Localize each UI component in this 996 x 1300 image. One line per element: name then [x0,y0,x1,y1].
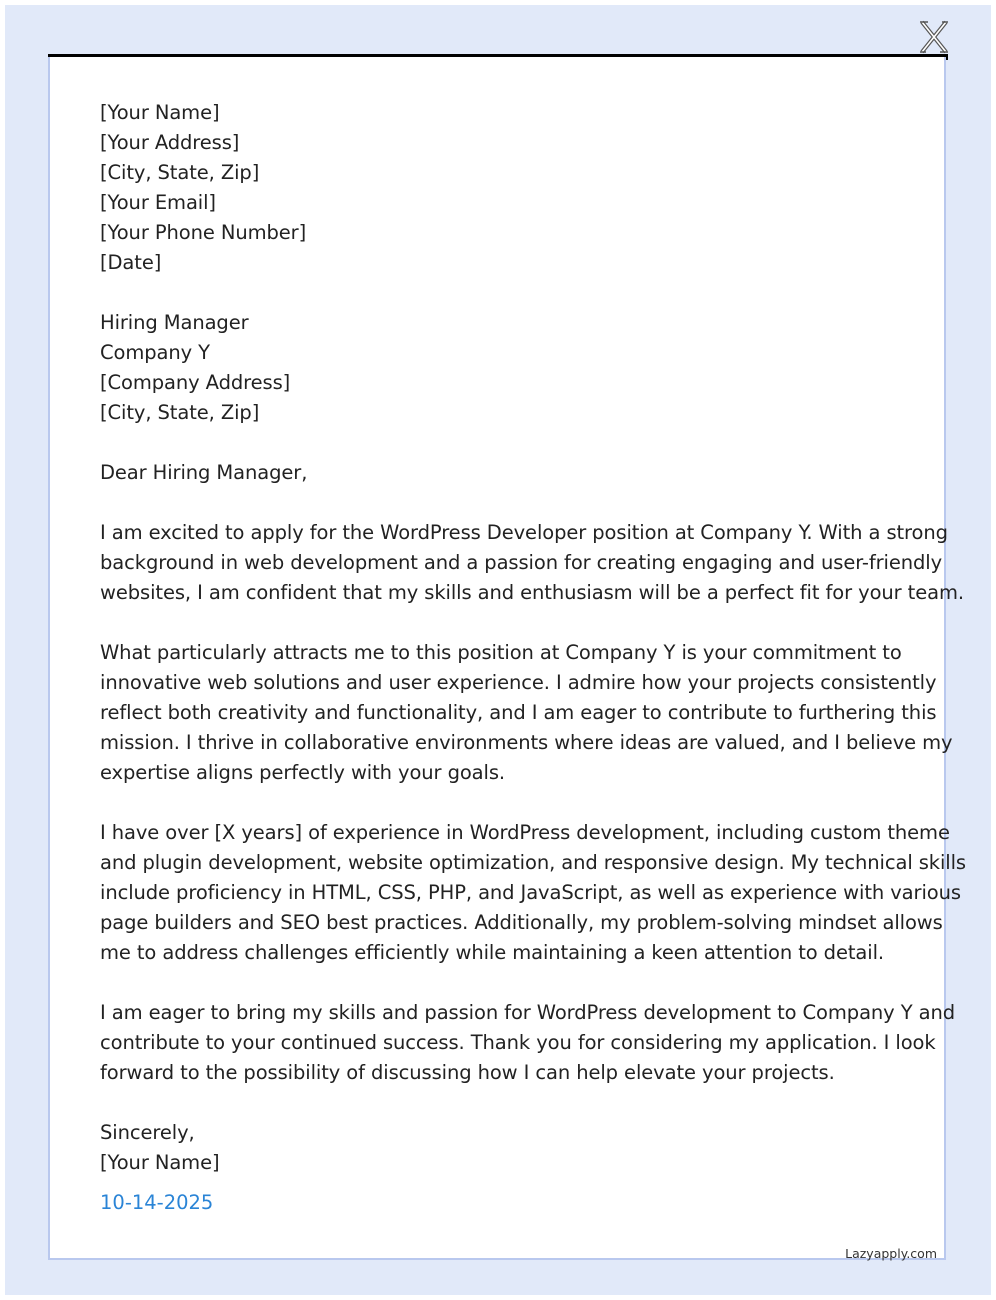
paragraph-line: reflect both creativity and functionality, and I am eager to contribute to furthering this [100,701,937,724]
recipient-company: Company Y [100,341,210,364]
sender-address: [Your Address] [100,131,240,154]
sender-name: [Your Name] [100,101,220,124]
x-logo-icon [918,14,950,56]
cover-letter-body [100,98,966,1178]
footer-brand: Lazyapply.com [845,1246,937,1261]
paragraph-4 [100,998,956,1088]
recipient-title: Hiring Manager [100,311,249,334]
paragraph-line: innovative web solutions and user experience. I admire how your projects consistently [100,671,937,694]
recipient-city: [City, State, Zip] [100,401,260,424]
closing-text: Sincerely, [100,1121,195,1144]
paragraph-line: websites, I am confident that my skills and enthusiasm will be a perfect fit for your team. [100,581,964,604]
paragraph-line: I am excited to apply for the WordPress Developer position at Company Y. With a strong [100,521,948,544]
paragraph-line: page builders and SEO best practices. Additionally, my problem-solving mindset allows [100,911,943,934]
paragraph-line: contribute to your continued success. Thank you for considering my application. I look [100,1031,936,1054]
sender-phone: [Your Phone Number] [100,221,307,244]
signature-name: [Your Name] [100,1151,220,1174]
paragraph-3 [100,818,966,968]
paragraph-line: What particularly attracts me to this position at Company Y is your commitment to [100,641,902,664]
paragraph-1 [100,518,964,608]
sender-email: [Your Email] [100,191,216,214]
paragraph-line: me to address challenges efficiently while maintaining a keen attention to detail. [100,941,884,964]
paragraph-line: forward to the possibility of discussing how I can help elevate your projects. [100,1061,835,1084]
sender-date: [Date] [100,251,162,274]
sender-block [100,98,900,278]
salutation-text: Dear Hiring Manager, [100,461,308,484]
paragraph-line: expertise aligns perfectly with your goals. [100,761,506,784]
recipient-address: [Company Address] [100,371,291,394]
sender-city: [City, State, Zip] [100,161,260,184]
paragraph-line: mission. I thrive in collaborative environments where ideas are valued, and I believe my [100,731,953,754]
closing-block [100,1118,900,1178]
paragraph-2 [100,638,953,788]
paragraph-line: background in web development and a passion for creating engaging and user-friendly [100,551,943,574]
paragraph-line: include proficiency in HTML, CSS, PHP, and JavaScript, as well as experience with various [100,881,961,904]
recipient-block [100,308,900,428]
paragraph-line: I am eager to bring my skills and passion for WordPress development to Company Y and [100,1001,956,1024]
paragraph-line: and plugin development, website optimization, and responsive design. My technical skills [100,851,966,874]
salutation [100,458,900,488]
stamp-date: 10-14-2025 [100,1191,214,1214]
paragraph-line: I have over [X years] of experience in WordPress development, including custom theme [100,821,950,844]
